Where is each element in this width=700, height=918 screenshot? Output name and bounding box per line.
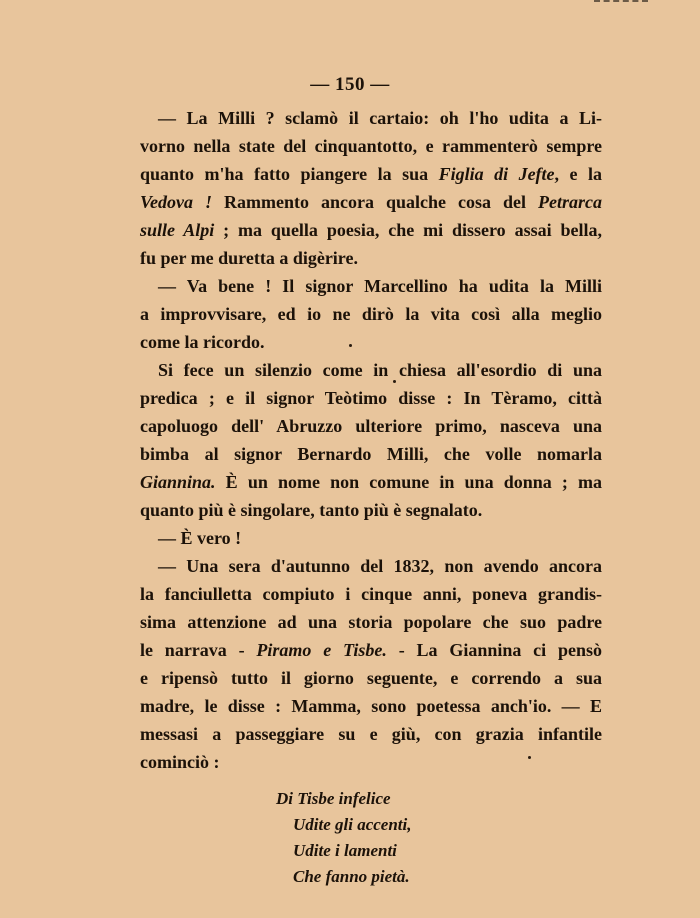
italic-title: sulle Alpi — [140, 220, 215, 240]
text-run: vorno nella state del cinquantotto, e rammenterò sempre — [140, 136, 602, 156]
text-run: capoluogo dell' Abruzzo ulteriore primo, nasceva una — [140, 416, 602, 436]
text-run: ; ma quella poesia, che mi dissero assai bella, — [214, 220, 602, 240]
text-run: come la ricordo. — [140, 332, 265, 352]
poem-line: Udite gli accenti, — [293, 815, 412, 834]
text-line — [140, 160, 602, 188]
text-run: — La Milli ? sclamò il cartaio: oh l'ho udita a Li- — [158, 108, 602, 128]
text-run: — Una sera d'autunno del 1832, non avendo ancora — [158, 556, 602, 576]
text-line — [140, 328, 602, 356]
text-line — [140, 524, 602, 552]
italic-title: Giannina. — [140, 472, 216, 492]
text-line — [140, 384, 602, 412]
text-run: quanto più è singolare, tanto più è segnalato. — [140, 500, 483, 520]
text-run: e ripensò tutto il giorno seguente, e correndo a sua — [140, 668, 602, 688]
paragraph — [140, 272, 602, 356]
text-line — [140, 692, 602, 720]
paragraph — [140, 524, 602, 552]
poem-stanza — [276, 786, 412, 890]
text-line — [140, 608, 602, 636]
poem-line: Udite i lamenti — [293, 841, 397, 860]
page-number: — 150 — — [310, 74, 390, 95]
text-line — [140, 468, 602, 496]
text-run: Rammento ancora qualche cosa del — [212, 192, 539, 212]
paragraph — [140, 552, 602, 776]
text-run: fu per me duretta a digèrire. — [140, 248, 358, 268]
text-run: — Va bene ! Il signor Marcellino ha udita la Milli — [158, 276, 602, 296]
text-line — [140, 272, 602, 300]
text-line — [140, 748, 602, 776]
text-run: a improvvisare, ed io ne dirò la vita così alla meglio — [140, 304, 602, 324]
text-line — [140, 216, 602, 244]
text-line — [140, 664, 602, 692]
text-line — [140, 552, 602, 580]
text-run: predica ; e il signor Teòtimo disse : In Tèramo, città — [140, 388, 602, 408]
italic-title: Figlia di Jefte — [438, 164, 555, 184]
ink-speck — [528, 756, 531, 759]
text-run: — È vero ! — [158, 528, 242, 548]
italic-title: Vedova ! — [140, 192, 212, 212]
text-line — [140, 580, 602, 608]
paragraph — [140, 356, 602, 524]
text-run: Si fece un silenzio come in chiesa all'esordio di una — [158, 360, 602, 380]
text-run: la fanciulletta compiuto i cinque anni, poneva grandis- — [140, 584, 602, 604]
text-run: quanto m'ha fatto piangere la sua — [140, 164, 439, 184]
text-run: messasi a passeggiare su e giù, con grazia infantile — [140, 724, 602, 744]
text-line — [140, 412, 602, 440]
body-text — [140, 104, 602, 776]
ink-speck — [393, 380, 396, 383]
ink-speck — [349, 344, 352, 347]
text-run: , e la — [554, 164, 602, 184]
text-line — [140, 188, 602, 216]
text-run: sima attenzione ad una storia popolare che suo padre — [140, 612, 602, 632]
corner-scan-mark — [594, 0, 648, 8]
paragraph — [140, 104, 602, 272]
text-run: È un nome non comune in una donna ; ma — [215, 472, 602, 492]
poem-line: Di Tisbe infelice — [276, 789, 391, 808]
italic-title: Petrarca — [538, 192, 602, 212]
text-line — [140, 636, 602, 664]
italic-title: Piramo e Tisbe. — [256, 640, 387, 660]
text-line — [140, 132, 602, 160]
text-run: - La Giannina ci pensò — [386, 640, 602, 660]
text-line — [140, 440, 602, 468]
text-run: bimba al signor Bernardo Milli, che volle nomarla — [140, 444, 602, 464]
text-line — [140, 496, 602, 524]
text-line — [140, 104, 602, 132]
text-run: madre, le disse : Mamma, sono poetessa anch'io. — E — [140, 696, 602, 716]
text-run: le narrava - — [140, 640, 257, 660]
text-line — [140, 300, 602, 328]
text-run: cominciò : — [140, 752, 220, 772]
poem-line: Che fanno pietà. — [293, 867, 410, 886]
text-line — [140, 720, 602, 748]
text-line — [140, 356, 602, 384]
text-line — [140, 244, 602, 272]
